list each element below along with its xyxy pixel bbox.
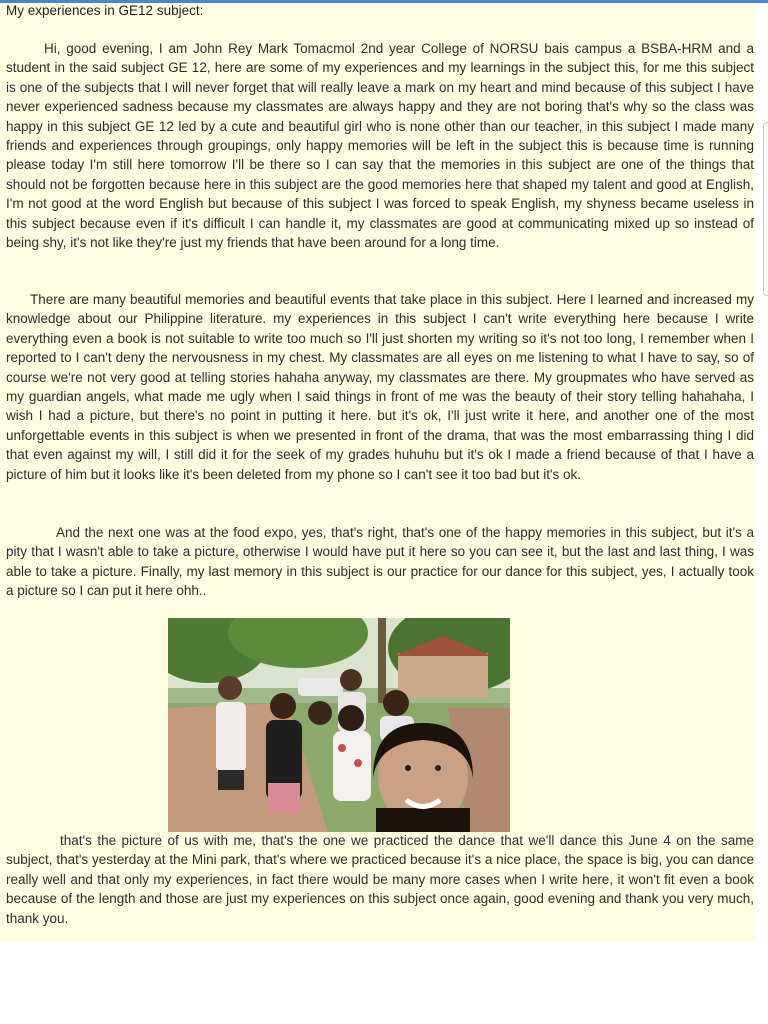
paragraph-intro: Hi, good evening, I am John Rey Mark Tomacmol 2nd year College of NORSU bais campus a BSBA-HRM and a student in the said subject GE 12, here are some of my experiences and my learnings in the subject this, for me this subject is one of the subjects that I will never forget that will really leave a mark on my heart and mind because of this subject I have never experienced sadness because my classmates are always happy and they are not boring that's why so the class was happy in this subject GE 12 led by a cute and beautiful girl who is none other than our teacher, in this subject I made many friends and experiences through groupings, only happy memories will be left in the subject this is because time is running please today I'm still here tomorrow I'll be there so I can say that the memories in this subject are one of the things that should not be forgotten because here in this subject are the good memories here that shaped my talent and good at English, I'm not good at the word English but because of this subject I was forced to speak English, my shyness became useless in this subject because even if it's difficult I can handle it, my classmates are good at communicating mixed up so instead of being shy, it's not like they're just my friends that have been around for a long time. (6, 41, 754, 251)
group-photo-illustration (168, 618, 510, 832)
scrollbar-thumb[interactable] (763, 122, 768, 296)
paragraph-food-expo: And the next one was at the food expo, yes, that's right, that's one of the happy memories in this subject, but it's a pity that I wasn't able to take a picture, otherwise I would have put it here so you can see it, but the last and last thing, I was able to take a picture. Finally, my last memory in this subject is our practice for our dance for this subject, yes, I actually took a picture so I can put it here ohh.. (6, 525, 754, 599)
document-title: My experiences in GE12 subject: (6, 3, 204, 18)
document-page (0, 3, 755, 941)
paragraph-closing: that's the picture of us with me, that's the one we practiced the dance that we'll dance this June 4 on the same subject, that's yesterday at the Mini park, that's where we practiced because it's a nice place, the space is big, you can dance really well and that only my experiences, in fact there would be many more cases when I write here, it won't fit even a book because of the length and those are just my experiences on this subject once again, good evening and thank you very much, thank you. (6, 833, 754, 926)
group-selfie-photo (168, 618, 510, 832)
paragraph-memories: There are many beautiful memories and beautiful events that take place in this subject. Here I learned and increased my knowledge about our Philippine literature. my experiences in this subject I can't write everything here because I write everything even a book is not suitable to write too much so I'll just shorten my writing so it's not too long, I remember when I reported to I can't deny the nervousness in my chest. My classmates are all eyes on me listening to what I have to say, so of course we're not very good at telling stories hahaha anyway, my classmates are there. My groupmates who have served as my guardian angels, what made me ugly when I said things in front of me was the beauty of their story telling hahahaha, I wish I had a picture, but there's no point in putting it here. but it's ok, I'll just write it here, and another one of the most unforgettable events in this subject is when we presented in front of the drama, that was the most embarrassing thing I did that even against my will, I still did it for the seek of my grades huhuhu but it's ok I made a friend because of that I have a picture of him but it looks like it's been deleted from my phone so I can't see it too bad but it's ok. (6, 292, 754, 482)
